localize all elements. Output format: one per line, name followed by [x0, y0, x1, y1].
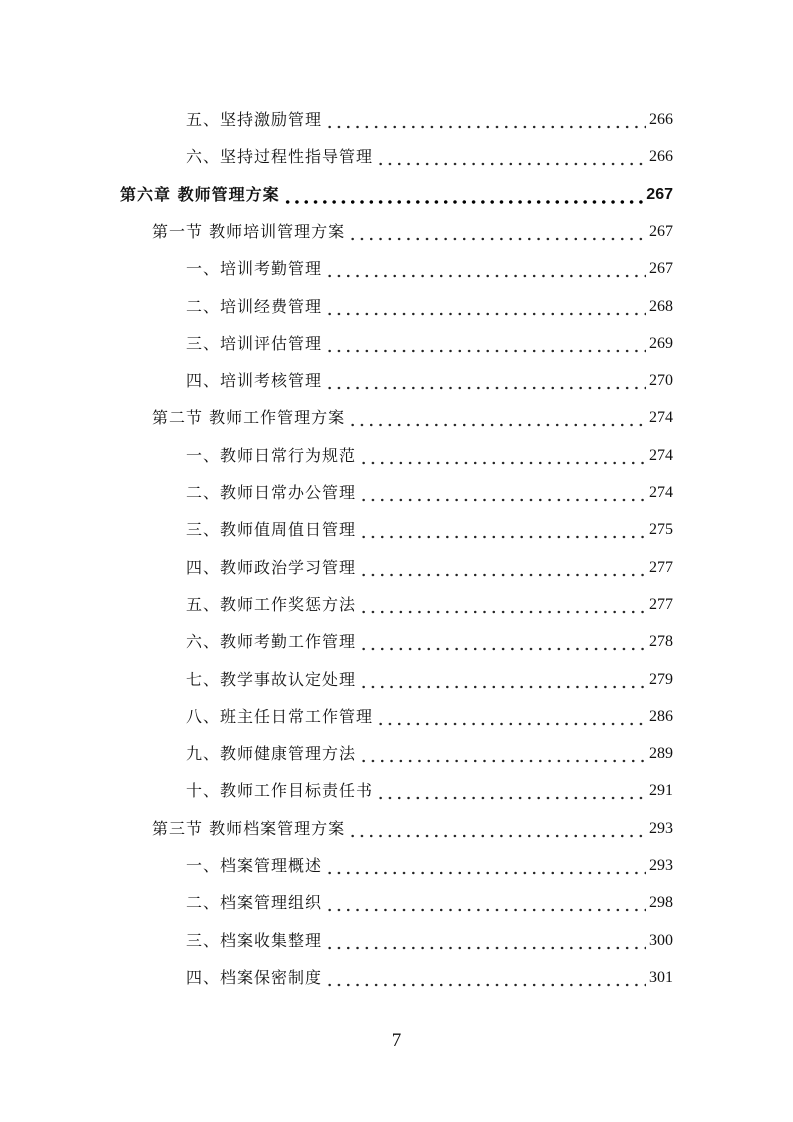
toc-entry-title: 第六章 教师管理方案 — [120, 184, 280, 204]
toc-item-entry[interactable] — [186, 108, 673, 132]
dot-leader — [325, 854, 646, 878]
dot-leader — [348, 817, 646, 841]
toc-entry-title: 五、教师工作奖惩方法 — [186, 594, 357, 614]
toc-entry-page: 270 — [649, 372, 673, 390]
toc-entry-title: 五、坚持激励管理 — [186, 110, 323, 129]
toc-entry-page: 300 — [649, 931, 673, 949]
toc-entry-page: 274 — [649, 409, 673, 427]
toc-entry-page: 266 — [649, 111, 673, 128]
toc-entry-page: 277 — [649, 558, 673, 576]
dot-leader — [325, 369, 646, 393]
toc-entry-title: 一、培训考勤管理 — [186, 259, 323, 279]
toc-item-entry[interactable] — [186, 444, 673, 468]
page-number: 7 — [391, 1030, 402, 1051]
dot-leader — [325, 332, 646, 356]
dot-leader — [376, 145, 646, 169]
toc-entry-title: 一、教师日常行为规范 — [186, 445, 357, 465]
toc-entry-page: 298 — [649, 894, 673, 912]
toc-entry-title: 二、培训经费管理 — [186, 296, 323, 316]
toc-item-entry[interactable] — [186, 295, 673, 319]
toc-entry-page: 291 — [649, 782, 673, 800]
toc-entry-page: 286 — [649, 707, 673, 725]
toc-section-entry[interactable] — [152, 406, 673, 430]
toc-entry-title: 九、教师健康管理方法 — [186, 744, 357, 764]
dot-leader — [359, 444, 646, 468]
dot-leader — [359, 668, 646, 692]
toc-section-entry[interactable] — [152, 817, 673, 841]
toc-item-entry[interactable] — [186, 145, 673, 169]
toc-entry-title: 二、教师日常办公管理 — [186, 483, 357, 502]
dot-leader — [325, 929, 646, 953]
toc-entry-page: 267 — [649, 222, 673, 240]
toc-item-entry[interactable] — [186, 966, 673, 990]
toc-entry-title: 三、档案收集整理 — [186, 930, 323, 950]
toc-entry-title: 六、坚持过程性指导管理 — [186, 147, 374, 167]
toc-entry-page: 269 — [649, 334, 673, 352]
dot-leader — [376, 779, 646, 803]
toc-entry-page: 266 — [649, 148, 673, 166]
toc-entry-title: 十、教师工作目标责任书 — [186, 781, 374, 801]
toc-entry-page: 293 — [649, 819, 673, 837]
toc-entry-page: 293 — [649, 857, 673, 874]
toc-entry-page: 289 — [649, 745, 673, 763]
toc-entry-page: 279 — [649, 670, 673, 688]
toc-entry-page: 277 — [649, 595, 673, 613]
toc-entry-title: 三、教师值周值日管理 — [186, 520, 357, 540]
dot-leader — [376, 705, 646, 729]
toc-entry-title: 第三节 教师档案管理方案 — [152, 818, 346, 838]
toc-entry-title: 八、班主任日常工作管理 — [186, 706, 374, 726]
toc-entry-page: 278 — [649, 633, 673, 651]
toc-item-entry[interactable] — [186, 668, 673, 692]
dot-leader — [325, 295, 646, 319]
dot-leader — [348, 406, 646, 430]
toc-entry-title: 二、档案管理组织 — [186, 893, 323, 913]
toc-entry-page: 268 — [649, 297, 673, 315]
toc-entry-page: 275 — [649, 521, 673, 539]
dot-leader — [325, 257, 646, 281]
toc-chapter-entry[interactable] — [120, 183, 673, 207]
toc-entry-title: 四、档案保密制度 — [186, 967, 323, 987]
toc-entry-page: 267 — [649, 260, 673, 278]
dot-leader — [325, 966, 646, 990]
dot-leader — [359, 630, 646, 654]
toc-item-entry[interactable] — [186, 556, 673, 580]
dot-leader — [359, 593, 646, 617]
dot-leader — [359, 481, 646, 505]
toc-item-entry[interactable] — [186, 593, 673, 617]
toc-entry-title: 六、教师考勤工作管理 — [186, 632, 357, 652]
toc-entry-title: 第一节 教师培训管理方案 — [152, 221, 346, 241]
toc-item-entry[interactable] — [186, 257, 673, 281]
toc-entry-title: 三、培训评估管理 — [186, 333, 323, 353]
toc-entry-title: 一、档案管理概述 — [186, 856, 323, 875]
toc-item-entry[interactable] — [186, 630, 673, 654]
toc-entry-title: 四、培训考核管理 — [186, 371, 323, 391]
dot-leader — [348, 220, 646, 244]
toc-item-entry[interactable] — [186, 332, 673, 356]
toc-item-entry[interactable] — [186, 929, 673, 953]
toc-item-entry[interactable] — [186, 481, 673, 505]
toc-entry-page: 274 — [649, 446, 673, 464]
toc-entry-page: 301 — [649, 968, 673, 986]
toc-entry-page: 274 — [649, 484, 673, 501]
toc-item-entry[interactable] — [186, 854, 673, 878]
toc-item-entry[interactable] — [186, 369, 673, 393]
dot-leader — [325, 891, 646, 915]
toc-item-entry[interactable] — [186, 742, 673, 766]
dot-leader — [359, 518, 646, 542]
toc-entry-title: 四、教师政治学习管理 — [186, 557, 357, 577]
dot-leader — [283, 183, 644, 207]
toc-item-entry[interactable] — [186, 705, 673, 729]
toc-item-entry[interactable] — [186, 891, 673, 915]
toc-entry-page: 267 — [646, 185, 673, 203]
dot-leader — [359, 556, 646, 580]
toc-item-entry[interactable] — [186, 518, 673, 542]
toc-item-entry[interactable] — [186, 779, 673, 803]
toc-section-entry[interactable] — [152, 220, 673, 244]
toc-entry-title: 第二节 教师工作管理方案 — [152, 408, 346, 428]
dot-leader — [325, 108, 646, 132]
toc-entry-title: 七、教学事故认定处理 — [186, 669, 357, 689]
dot-leader — [359, 742, 646, 766]
